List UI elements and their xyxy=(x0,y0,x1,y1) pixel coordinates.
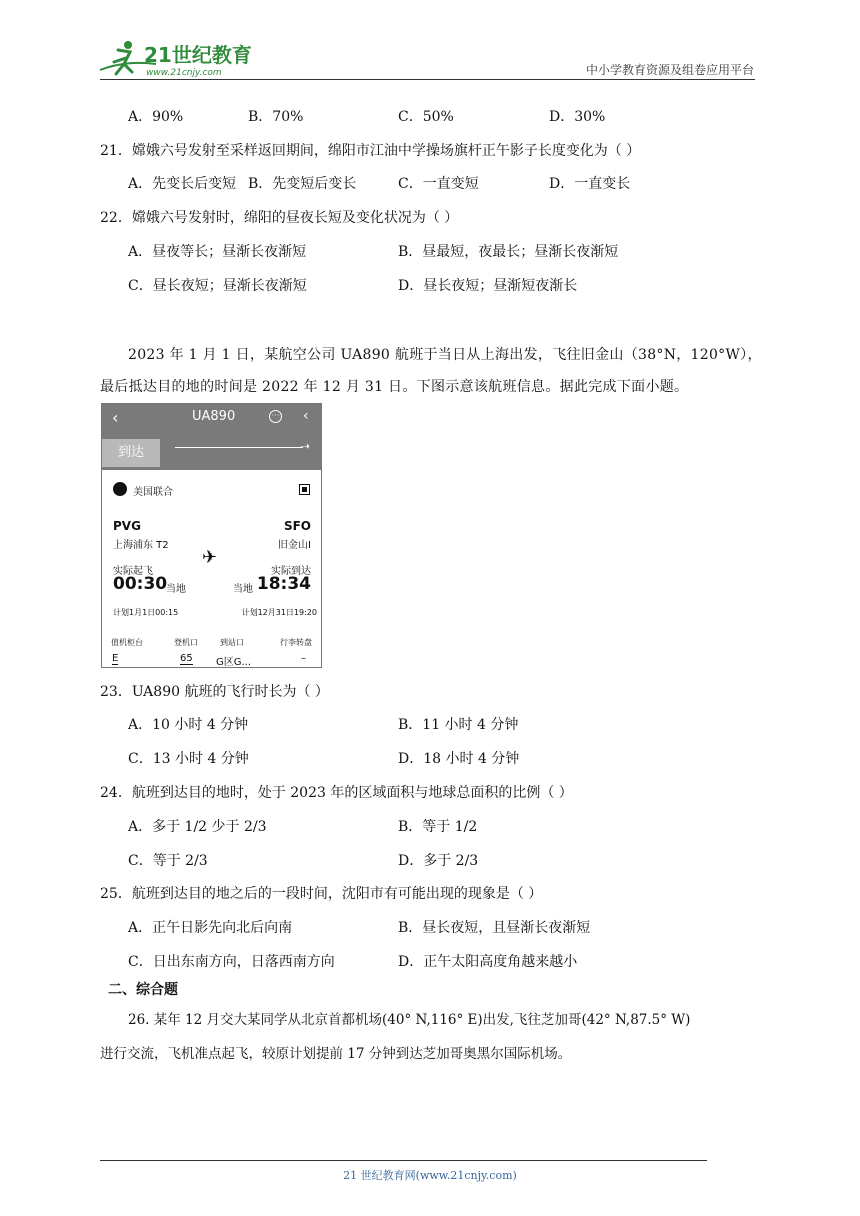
route-arrow-line xyxy=(175,447,303,448)
arrival-gate-value: G区G... xyxy=(216,653,251,668)
arrival-local-label: 当地 xyxy=(233,584,253,595)
plane-icon: ✈ xyxy=(202,547,218,568)
departure-local-label: 当地 xyxy=(166,584,186,595)
departure-label: 实际起飞 xyxy=(113,566,153,577)
q25-option-a: A．正午日影先向北后向南 xyxy=(128,920,293,936)
arrow-right-icon: ➝ xyxy=(300,439,311,453)
qr-icon[interactable] xyxy=(299,484,310,495)
q26-line-1: 26. 某年 12 月交大某同学从北京首都机场(40° N,116° E)出发,飞往芝加哥(42° N,87.5° W) xyxy=(128,1012,691,1028)
q20-option-a: A．90% xyxy=(128,109,184,125)
gate-value: 65 xyxy=(180,653,193,664)
card-header xyxy=(102,404,321,470)
close-icon[interactable]: ‹ xyxy=(303,408,309,424)
q21-option-a: A．先变长后变短 xyxy=(128,176,237,192)
q24-option-c: C．等于 2/3 xyxy=(128,853,208,869)
q21-option-b: B．先变短后变长 xyxy=(248,176,357,192)
arrival-scheduled: 计划12月31日19:20 xyxy=(241,608,317,617)
section-title: 二、综合题 xyxy=(108,982,178,998)
q22-option-c: C．昼长夜短；昼渐长夜渐短 xyxy=(128,278,307,294)
q26-line-2: 进行交流，飞机准点起飞，较原计划提前 17 分钟到达芝加哥奥黑尔国际机场。 xyxy=(100,1046,572,1062)
logo-text: 21世纪教育 xyxy=(144,43,252,67)
footer-link[interactable]: 21 世纪教育网(www.21cnjy.com) xyxy=(343,1169,517,1182)
gate-label: 登机口 xyxy=(174,638,198,647)
q23-option-a: A．10 小时 4 分钟 xyxy=(128,717,249,733)
tab-arrival[interactable]: 到达 xyxy=(102,439,160,467)
header-divider xyxy=(100,79,755,80)
footer-divider xyxy=(100,1160,707,1161)
logo-url: www.21cnjy.com xyxy=(146,68,222,78)
q25-stem: 25．航班到达目的地之后的一段时间，沈阳市有可能出现的现象是（ ） xyxy=(100,886,543,902)
q24-option-d: D．多于 2/3 xyxy=(398,853,479,869)
q21-option-d: D．一直变长 xyxy=(549,176,631,192)
q20-option-b: B．70% xyxy=(248,109,304,125)
q21-stem: 21．嫦娥六号发射至采样返回期间，绵阳市江油中学操场旗杆正午影子长度变化为（ ） xyxy=(100,143,641,159)
arrival-code: SFO xyxy=(283,519,311,533)
checkin-counter-label: 值机柜台 xyxy=(111,638,143,647)
q20-option-d: D．30% xyxy=(549,109,606,125)
baggage-carousel-value: – xyxy=(301,653,306,664)
arrival-airport: 旧金山I xyxy=(278,540,311,551)
q23-option-c: C．13 小时 4 分钟 xyxy=(128,751,249,767)
airline-logo-icon xyxy=(113,482,127,496)
more-icon[interactable]: ··· xyxy=(269,410,282,423)
passage-line-2: 最后抵达目的地的时间是 2022 年 12 月 31 日。下图示意该航班信息。据此完成下面小题。 xyxy=(100,379,689,395)
site-logo xyxy=(96,40,256,80)
q24-option-b: B．等于 1/2 xyxy=(398,819,478,835)
q24-stem: 24．航班到达目的地时，处于 2023 年的区域面积与地球总面积的比例（ ） xyxy=(100,785,573,801)
checkin-counter-value: E xyxy=(112,653,119,664)
q23-stem: 23．UA890 航班的飞行时长为（ ） xyxy=(100,684,329,700)
airline-name: 美国联合 xyxy=(133,487,173,498)
q22-option-a: A．昼夜等长；昼渐长夜渐短 xyxy=(128,244,307,260)
baggage-carousel-label: 行李转盘 xyxy=(280,638,312,647)
passage-line-1: 2023 年 1 月 1 日，某航空公司 UA890 航班于当日从上海出发，飞往旧金山（38°N，120°W）， xyxy=(128,347,762,363)
departure-time: 00:30 xyxy=(113,574,168,594)
departure-scheduled: 计划1月1日00:15 xyxy=(113,608,179,617)
platform-name: 中小学教育资源及组卷应用平台 xyxy=(585,63,754,77)
q25-option-b: B．昼长夜短，且昼渐长夜渐短 xyxy=(398,920,591,936)
q22-option-b: B．昼最短，夜最长；昼渐长夜渐短 xyxy=(398,244,619,260)
q21-option-c: C．一直变短 xyxy=(398,176,479,192)
q25-option-d: D．正午太阳高度角越来越小 xyxy=(398,954,578,970)
q25-option-c: C．日出东南方向，日落西南方向 xyxy=(128,954,335,970)
departure-airport: 上海浦东 T2 xyxy=(113,540,169,551)
arrival-time: 18:34 xyxy=(256,574,311,594)
arrival-label: 实际到达 xyxy=(271,566,311,577)
q20-option-c: C．50% xyxy=(398,109,454,125)
arrival-gate-label: 到站口 xyxy=(220,638,244,647)
flight-number: UA890 xyxy=(192,409,236,424)
q23-option-d: D．18 小时 4 分钟 xyxy=(398,751,520,767)
back-icon[interactable]: ‹ xyxy=(112,408,119,427)
flight-info-card xyxy=(101,403,322,668)
q23-option-b: B．11 小时 4 分钟 xyxy=(398,717,519,733)
departure-code: PVG xyxy=(113,519,141,533)
q22-option-d: D．昼长夜短；昼渐短夜渐长 xyxy=(398,278,578,294)
q22-stem: 22．嫦娥六号发射时，绵阳的昼夜长短及变化状况为（ ） xyxy=(100,210,459,226)
q24-option-a: A．多于 1/2 少于 2/3 xyxy=(128,819,267,835)
